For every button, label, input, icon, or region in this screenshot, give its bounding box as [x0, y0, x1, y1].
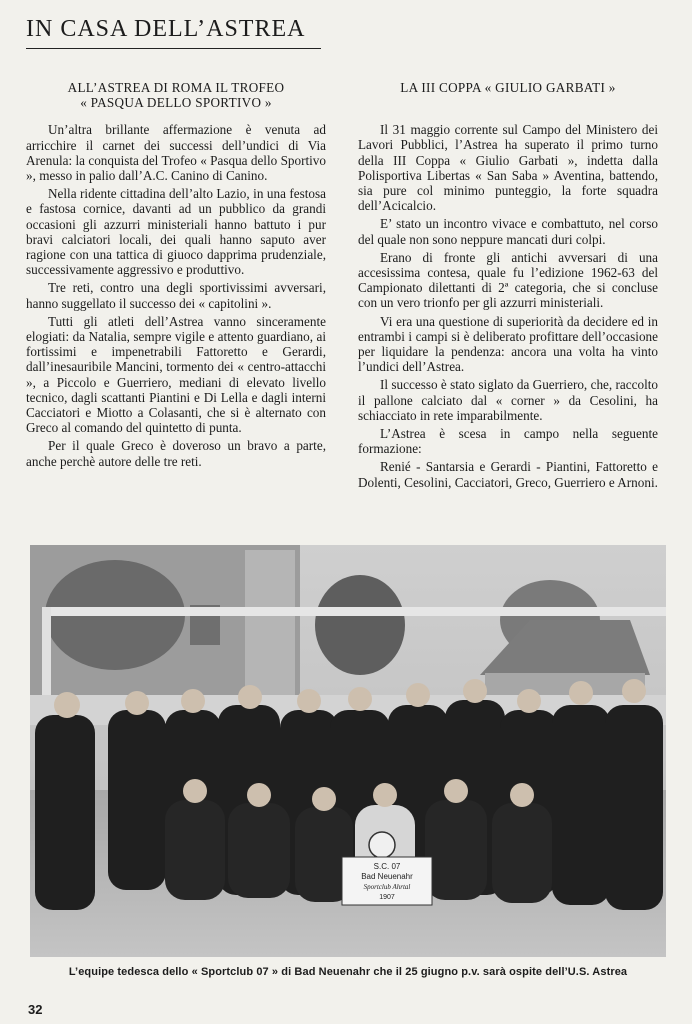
team-photo-illustration: [30, 545, 666, 957]
right-paragraph: E’ stato un incontro vivace e combattuto, nel corso del quale non sono neppure mancati duri colpi.: [358, 216, 658, 247]
sign-line: Bad Neuenahr: [361, 872, 413, 881]
right-paragraph: Vi era una questione di superiorità da decidere ed in entrambi i campi si è deliberato profittare dell’occasione per liquidare la pendenza: ancora una volta ha vinto l’undici dell’Astrea.: [358, 313, 658, 375]
left-paragraph: Tutti gli atleti dell’Astrea vanno sinceramente elogiati: da Natalia, sempre vigile e attento guardiano, ai fortissimi e impenetrabili Fattoretto e Gerardi, dall’inesauribile Mancini, tormento dei « centro-attacchi », a Piccolo e Guerriero, mediani di elevato livello tecnico, dagli scattanti Piantini e Di Lella e dagli interni Cacciatori e Miotto a Colasanti, che si è alternato con Greco al comando del quintetto di punta.: [26, 313, 326, 436]
left-article-title-line2: « PASQUA DELLO SPORTIVO »: [80, 95, 272, 111]
right-paragraph: Il 31 maggio corrente sul Campo del Ministero dei Lavori Pubblici, l’Astrea ha superato il primo turno della III Coppa « Giulio Garbati », indetta dalla Polisportiva Libertas « San Saba » Aventina, battendo, sia pure col minimo punteggio, la forte squadra dell’Acicalcio.: [358, 122, 658, 214]
left-paragraph: Un’altra brillante affermazione è venuta ad arricchire il carnet dei successi dell’undici di Via Arenula: la conquista del Trofeo « Pasqua dello Sportivo », messo in palio dall’A.C. Canino di Canino.: [26, 122, 326, 184]
section-header: [26, 14, 321, 49]
team-photo: [30, 545, 666, 957]
right-paragraph: Erano di fronte gli antichi avversari di una accesissima contesa, quale fu l’edizione 1962-63 del Campionato dilettanti di 2ª categoria, che si concluse con un vero trionfo per gli azzurri ministeriali.: [358, 249, 658, 311]
left-article: [26, 80, 326, 472]
photo-caption: L’equipe tedesca dello « Sportclub 07 » di Bad Neuenahr che il 25 giugno p.v. sarà ospite dell’U.S. Astrea: [68, 966, 628, 978]
right-paragraph: Il successo è stato siglato da Guerriero, che, raccolto il pallone calciato dal « corner » da Cesolini, ha schiacciato in rete imparabilmente.: [358, 377, 658, 423]
right-article-title: LA III COPPA « GIULIO GARBATI »: [400, 80, 616, 95]
sign-line: S.C. 07: [373, 862, 401, 871]
left-article-title: [26, 80, 326, 110]
left-article-title-line1: ALL’ASTREA DI ROMA IL TROFEO: [67, 80, 285, 95]
right-paragraph: L’Astrea è scesa in campo nella seguente formazione:: [358, 426, 658, 457]
page-number: 32: [28, 1002, 43, 1017]
sign-line: Sportclub Ahrtal: [363, 883, 411, 891]
left-paragraph: Tre reti, contro una degli sportivissimi avversari, hanno suggellato il successo dei « capitolini ».: [26, 280, 326, 311]
section-title: IN CASA DELL’ASTREA: [26, 16, 306, 42]
sign-line: 1907: [379, 894, 395, 901]
right-article: [358, 80, 658, 493]
left-paragraph: Nella ridente cittadina dell’alto Lazio, in una festosa e fastosa cornice, davanti ad un pubblico da grandi occasioni gli azzurri ministeriali hanno battuto i pur bravi calciatori locali, dei quali hanno saputo aver ragione con una tattica di giuoco dapprima prudenziale, successivamente aggressivo e produttivo.: [26, 186, 326, 278]
left-paragraph: Per il quale Greco è doveroso un bravo a parte, anche perchè autore delle tre reti.: [26, 438, 326, 469]
right-paragraph: Renié - Santarsia e Gerardi - Piantini, Fattoretto e Dolenti, Cesolini, Cacciatori, Greco, Guerriero e Arnoni.: [358, 459, 658, 490]
